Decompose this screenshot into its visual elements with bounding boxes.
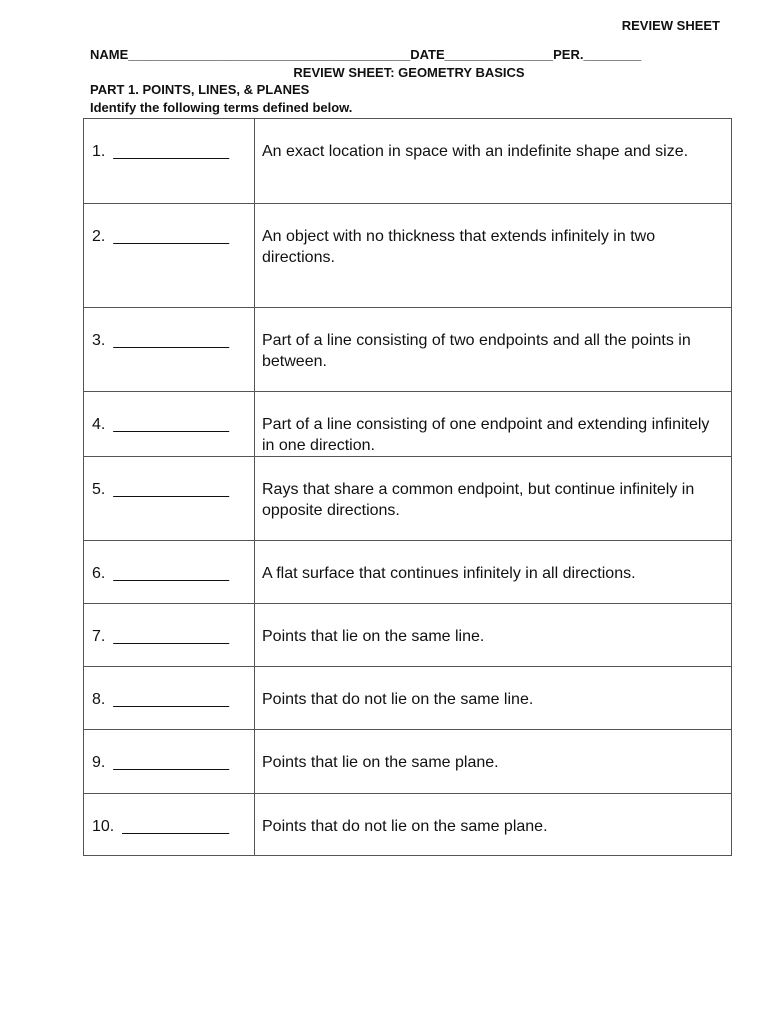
table-row <box>84 794 732 856</box>
answer-cell[interactable] <box>84 794 255 856</box>
item-number: 2. <box>92 228 106 245</box>
table-row <box>84 119 732 204</box>
definition-cell: Points that do not lie on the same plane. <box>255 794 732 856</box>
table-row <box>84 308 732 392</box>
table-row <box>84 392 732 457</box>
answer-cell[interactable] <box>84 604 255 667</box>
table-row <box>84 604 732 667</box>
answer-blank[interactable]: _____________ <box>113 143 230 160</box>
definition-cell: A flat surface that continues infinitely in all directions. <box>255 541 732 604</box>
answer-blank[interactable]: _____________ <box>113 754 230 771</box>
definition-cell: An object with no thickness that extends infinitely in two directions. <box>255 204 732 308</box>
item-number: 5. <box>92 481 106 498</box>
item-number: 10. <box>92 818 115 835</box>
definition-cell: Part of a line consisting of one endpoint and extending infinitely in one direction. <box>255 392 732 457</box>
answer-blank[interactable]: _____________ <box>113 565 230 582</box>
answer-cell[interactable] <box>84 541 255 604</box>
answer-cell[interactable] <box>84 730 255 794</box>
definition-cell: Points that lie on the same line. <box>255 604 732 667</box>
page-title: REVIEW SHEET: GEOMETRY BASICS <box>293 65 525 80</box>
answer-blank[interactable]: _____________ <box>113 416 230 433</box>
table-row <box>84 541 732 604</box>
part-heading: PART 1. POINTS, LINES, & PLANES <box>90 82 310 97</box>
instructions: Identify the following terms defined below. <box>90 100 353 115</box>
sheet-label: REVIEW SHEET <box>621 18 720 33</box>
answer-cell[interactable] <box>84 119 255 204</box>
item-number: 9. <box>92 754 106 771</box>
item-number: 8. <box>92 691 106 708</box>
table-row <box>84 667 732 730</box>
answer-cell[interactable] <box>84 457 255 541</box>
answer-blank[interactable]: _____________ <box>113 691 230 708</box>
answer-cell[interactable] <box>84 667 255 730</box>
item-number: 3. <box>92 332 106 349</box>
definition-cell: Points that do not lie on the same line. <box>255 667 732 730</box>
answer-blank[interactable]: _____________ <box>113 228 230 245</box>
item-number: 4. <box>92 416 106 433</box>
item-number: 1. <box>92 143 106 160</box>
definition-cell: Rays that share a common endpoint, but continue infinitely in opposite directions. <box>255 457 732 541</box>
answer-blank[interactable]: ____________ <box>122 818 230 835</box>
definition-cell: An exact location in space with an indefinite shape and size. <box>255 119 732 204</box>
answer-blank[interactable]: _____________ <box>113 628 230 645</box>
name-date-period-line: NAME_______________________________________DATE_______________PER.________ <box>90 47 642 62</box>
table-row <box>84 457 732 541</box>
table-row <box>84 730 732 794</box>
terms-table <box>83 118 732 856</box>
item-number: 7. <box>92 628 106 645</box>
definition-cell: Points that lie on the same plane. <box>255 730 732 794</box>
table-row <box>84 204 732 308</box>
item-number: 6. <box>92 565 106 582</box>
answer-cell[interactable] <box>84 392 255 457</box>
definition-cell: Part of a line consisting of two endpoints and all the points in between. <box>255 308 732 392</box>
answer-cell[interactable] <box>84 308 255 392</box>
answer-blank[interactable]: _____________ <box>113 332 230 349</box>
answer-cell[interactable] <box>84 204 255 308</box>
answer-blank[interactable]: _____________ <box>113 481 230 498</box>
